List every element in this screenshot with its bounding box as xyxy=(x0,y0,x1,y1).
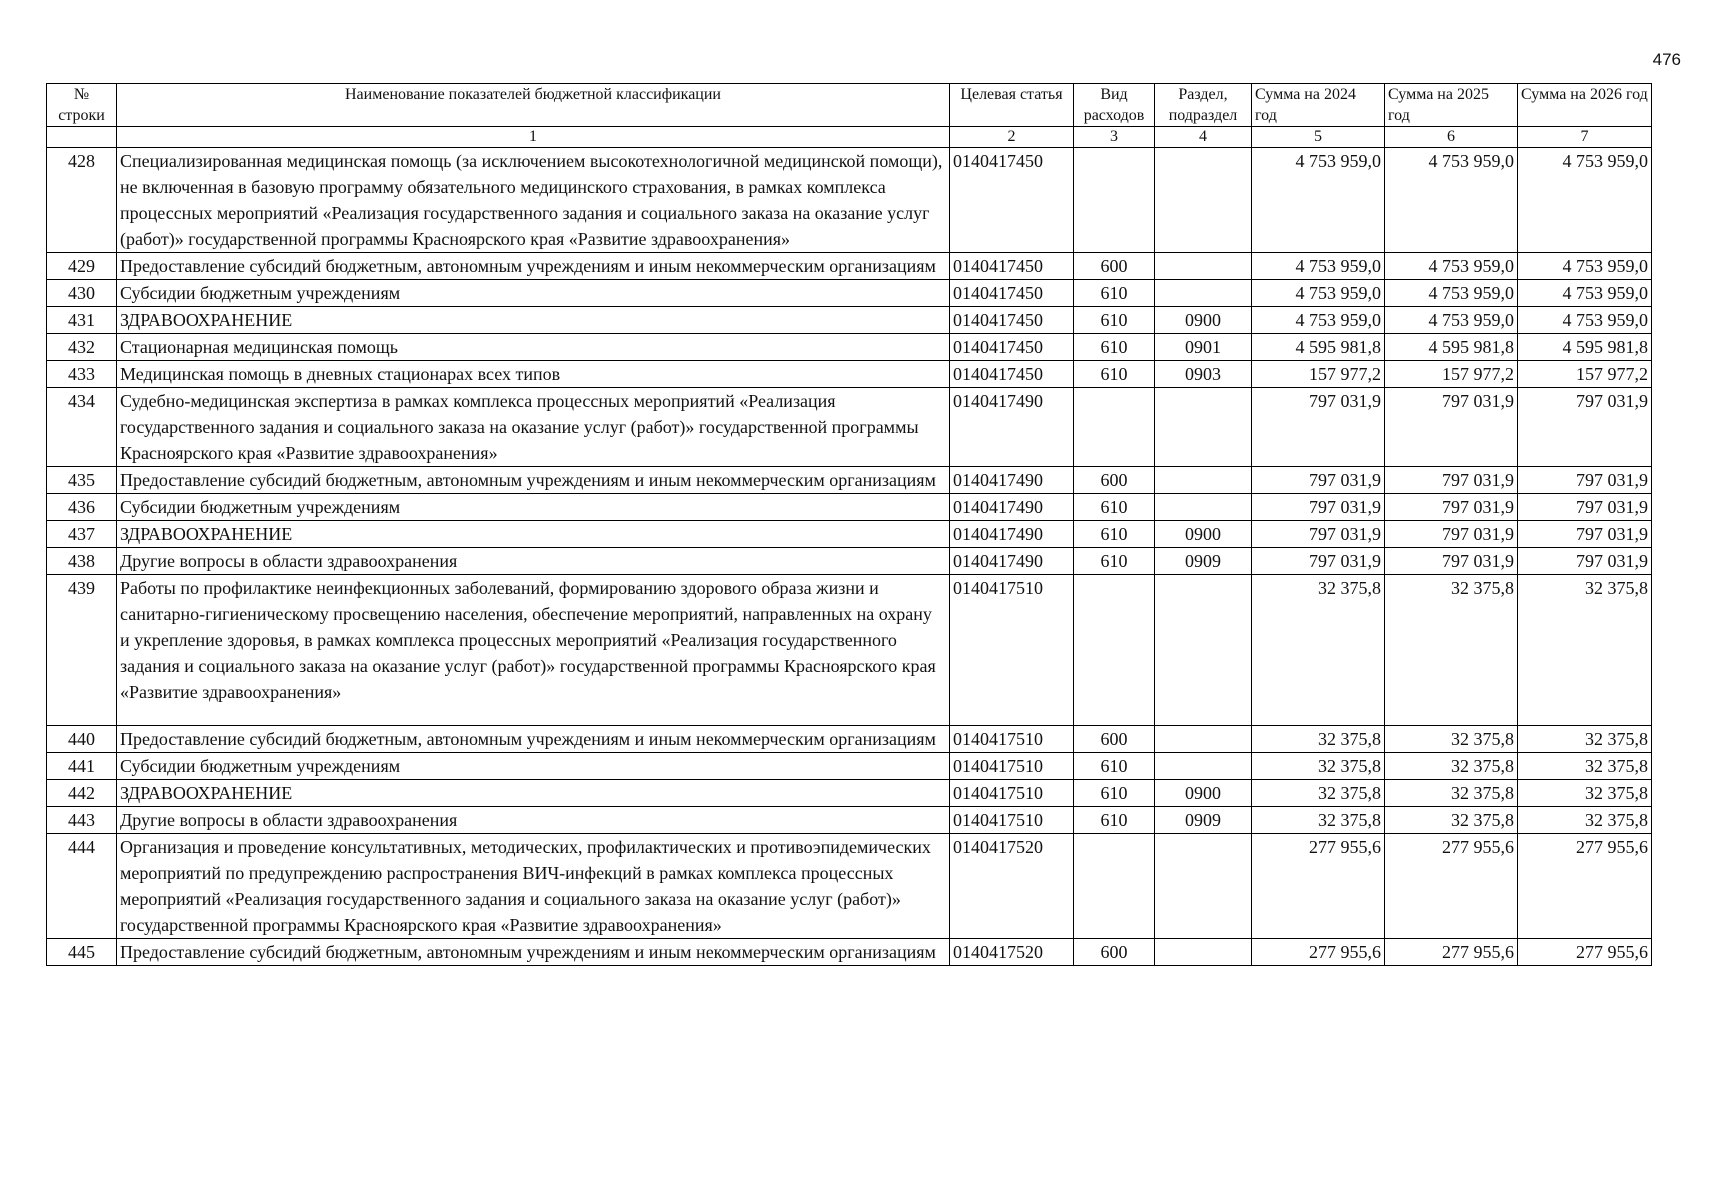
row-sum-2025: 797 031,9 xyxy=(1385,467,1518,494)
column-number: 7 xyxy=(1518,127,1652,148)
table-row xyxy=(47,388,1652,467)
row-expense-type: 610 xyxy=(1074,521,1155,548)
row-target: 0140417450 xyxy=(950,280,1074,307)
row-section xyxy=(1155,726,1252,753)
row-expense-type: 610 xyxy=(1074,780,1155,807)
row-sum-2026: 32 375,8 xyxy=(1518,575,1652,726)
row-expense-type xyxy=(1074,148,1155,253)
column-number: 3 xyxy=(1074,127,1155,148)
row-target: 0140417490 xyxy=(950,467,1074,494)
row-name: Другие вопросы в области здравоохранения xyxy=(117,548,950,575)
row-target: 0140417490 xyxy=(950,548,1074,575)
column-number-row xyxy=(47,127,1652,148)
row-expense-type: 600 xyxy=(1074,467,1155,494)
row-sum-2025: 797 031,9 xyxy=(1385,548,1518,575)
row-target: 0140417450 xyxy=(950,334,1074,361)
row-number: 436 xyxy=(47,494,117,521)
row-name: Судебно-медицинская экспертиза в рамках комплекса процессных мероприятий «Реализация государственного задания и социального заказа на оказание услуг (работ)» государственной программы Красноярского края «Развитие здравоохранения» xyxy=(117,388,950,467)
row-name: ЗДРАВООХРАНЕНИЕ xyxy=(117,780,950,807)
row-target: 0140417510 xyxy=(950,726,1074,753)
row-sum-2024: 797 031,9 xyxy=(1252,521,1385,548)
row-name: Предоставление субсидий бюджетным, автономным учреждениям и иным некоммерческим организациям xyxy=(117,467,950,494)
column-number: 1 xyxy=(117,127,950,148)
table-row xyxy=(47,280,1652,307)
row-name: Субсидии бюджетным учреждениям xyxy=(117,494,950,521)
row-sum-2026: 32 375,8 xyxy=(1518,807,1652,834)
row-sum-2024: 797 031,9 xyxy=(1252,548,1385,575)
row-sum-2026: 797 031,9 xyxy=(1518,521,1652,548)
row-target: 0140417510 xyxy=(950,753,1074,780)
row-sum-2026: 4 753 959,0 xyxy=(1518,307,1652,334)
row-sum-2024: 4 753 959,0 xyxy=(1252,253,1385,280)
row-number: 442 xyxy=(47,780,117,807)
row-section: 0901 xyxy=(1155,334,1252,361)
row-sum-2026: 4 753 959,0 xyxy=(1518,148,1652,253)
column-number: 2 xyxy=(950,127,1074,148)
row-sum-2025: 157 977,2 xyxy=(1385,361,1518,388)
row-number: 430 xyxy=(47,280,117,307)
row-name: ЗДРАВООХРАНЕНИЕ xyxy=(117,307,950,334)
row-sum-2025: 32 375,8 xyxy=(1385,780,1518,807)
column-number-blank xyxy=(47,127,117,148)
row-expense-type: 610 xyxy=(1074,807,1155,834)
row-sum-2026: 4 753 959,0 xyxy=(1518,253,1652,280)
table-row xyxy=(47,780,1652,807)
row-expense-type xyxy=(1074,575,1155,726)
table-row xyxy=(47,753,1652,780)
row-section xyxy=(1155,494,1252,521)
header-row-no: № строки xyxy=(47,84,117,127)
row-name: Специализированная медицинская помощь (за исключением высокотехнологичной медицинской помощи), не включенная в базовую программу обязательного медицинского страхования, в рамках комплекса процессных мероприятий «Реализация государственного задания и социального заказа на оказание услуг (работ)» государственной программы Красноярского края «Развитие здравоохранения» xyxy=(117,148,950,253)
row-sum-2025: 4 753 959,0 xyxy=(1385,307,1518,334)
row-sum-2026: 277 955,6 xyxy=(1518,834,1652,939)
header-target: Целевая статья xyxy=(950,84,1074,127)
row-sum-2025: 32 375,8 xyxy=(1385,575,1518,726)
table-row xyxy=(47,521,1652,548)
row-sum-2024: 277 955,6 xyxy=(1252,939,1385,966)
row-expense-type xyxy=(1074,388,1155,467)
row-section xyxy=(1155,753,1252,780)
row-name: Предоставление субсидий бюджетным, автономным учреждениям и иным некоммерческим организациям xyxy=(117,726,950,753)
header-section: Раздел, подраздел xyxy=(1155,84,1252,127)
row-number: 432 xyxy=(47,334,117,361)
row-name: Работы по профилактике неинфекционных заболеваний, формированию здорового образа жизни и санитарно-гигиеническому просвещению населения, обеспечение мероприятий, направленных на охрану и укрепление здоровья, в рамках комплекса процессных мероприятий «Реализация государственного задания и социального заказа на оказание услуг (работ)» государственной программы Красноярского края «Развитие здравоохранения» xyxy=(117,575,950,726)
row-target: 0140417510 xyxy=(950,575,1074,726)
row-name: Предоставление субсидий бюджетным, автономным учреждениям и иным некоммерческим организациям xyxy=(117,939,950,966)
row-sum-2025: 4 753 959,0 xyxy=(1385,253,1518,280)
row-sum-2026: 32 375,8 xyxy=(1518,726,1652,753)
row-name: Предоставление субсидий бюджетным, автономным учреждениям и иным некоммерческим организациям xyxy=(117,253,950,280)
row-target: 0140417450 xyxy=(950,253,1074,280)
row-sum-2024: 32 375,8 xyxy=(1252,753,1385,780)
row-section: 0909 xyxy=(1155,548,1252,575)
row-number: 435 xyxy=(47,467,117,494)
header-row xyxy=(47,84,1652,127)
row-expense-type: 610 xyxy=(1074,361,1155,388)
row-sum-2026: 797 031,9 xyxy=(1518,548,1652,575)
row-section xyxy=(1155,388,1252,467)
page-number: 476 xyxy=(1652,50,1681,69)
row-sum-2025: 797 031,9 xyxy=(1385,388,1518,467)
table-row xyxy=(47,148,1652,253)
row-sum-2024: 4 595 981,8 xyxy=(1252,334,1385,361)
row-sum-2024: 4 753 959,0 xyxy=(1252,280,1385,307)
row-number: 433 xyxy=(47,361,117,388)
table-row xyxy=(47,361,1652,388)
row-section: 0909 xyxy=(1155,807,1252,834)
table-row xyxy=(47,575,1652,726)
row-expense-type: 600 xyxy=(1074,253,1155,280)
row-name: Медицинская помощь в дневных стационарах всех типов xyxy=(117,361,950,388)
row-number: 428 xyxy=(47,148,117,253)
table-row xyxy=(47,807,1652,834)
table-row xyxy=(47,253,1652,280)
row-section: 0900 xyxy=(1155,780,1252,807)
row-name: Субсидии бюджетным учреждениям xyxy=(117,280,950,307)
row-sum-2025: 4 753 959,0 xyxy=(1385,280,1518,307)
row-number: 445 xyxy=(47,939,117,966)
row-sum-2024: 277 955,6 xyxy=(1252,834,1385,939)
header-expense-type: Вид расходов xyxy=(1074,84,1155,127)
column-number: 5 xyxy=(1252,127,1385,148)
row-section: 0903 xyxy=(1155,361,1252,388)
row-sum-2025: 797 031,9 xyxy=(1385,521,1518,548)
row-expense-type: 600 xyxy=(1074,939,1155,966)
header-sum-2024: Сумма на 2024 год xyxy=(1252,84,1385,127)
row-sum-2025: 32 375,8 xyxy=(1385,807,1518,834)
row-section: 0900 xyxy=(1155,521,1252,548)
row-sum-2026: 32 375,8 xyxy=(1518,780,1652,807)
row-section xyxy=(1155,280,1252,307)
row-target: 0140417450 xyxy=(950,361,1074,388)
row-expense-type: 610 xyxy=(1074,753,1155,780)
row-sum-2025: 277 955,6 xyxy=(1385,834,1518,939)
row-number: 431 xyxy=(47,307,117,334)
row-section xyxy=(1155,253,1252,280)
table-row xyxy=(47,467,1652,494)
row-sum-2024: 4 753 959,0 xyxy=(1252,307,1385,334)
header-name: Наименование показателей бюджетной классификации xyxy=(117,84,950,127)
budget-table xyxy=(46,83,1652,966)
row-name: Организация и проведение консультативных, методических, профилактических и противоэпидемических мероприятий по предупреждению распространения ВИЧ-инфекций в рамках комплекса процессных мероприятий «Реализация государственного задания и социального заказа на оказание услуг (работ)» государственной программы Красноярского края «Развитие здравоохранения» xyxy=(117,834,950,939)
row-section xyxy=(1155,939,1252,966)
row-sum-2024: 4 753 959,0 xyxy=(1252,148,1385,253)
row-sum-2025: 4 595 981,8 xyxy=(1385,334,1518,361)
header-sum-2026: Сумма на 2026 год xyxy=(1518,84,1652,127)
table-row xyxy=(47,334,1652,361)
row-sum-2025: 277 955,6 xyxy=(1385,939,1518,966)
row-target: 0140417520 xyxy=(950,834,1074,939)
row-sum-2026: 277 955,6 xyxy=(1518,939,1652,966)
table-row xyxy=(47,834,1652,939)
table-row xyxy=(47,726,1652,753)
row-target: 0140417520 xyxy=(950,939,1074,966)
row-sum-2024: 797 031,9 xyxy=(1252,388,1385,467)
row-name: Другие вопросы в области здравоохранения xyxy=(117,807,950,834)
row-number: 444 xyxy=(47,834,117,939)
row-number: 434 xyxy=(47,388,117,467)
row-sum-2026: 797 031,9 xyxy=(1518,494,1652,521)
header-sum-2025: Сумма на 2025 год xyxy=(1385,84,1518,127)
row-sum-2024: 32 375,8 xyxy=(1252,780,1385,807)
table-row xyxy=(47,307,1652,334)
row-number: 438 xyxy=(47,548,117,575)
row-expense-type: 610 xyxy=(1074,548,1155,575)
row-section xyxy=(1155,148,1252,253)
row-sum-2025: 32 375,8 xyxy=(1385,753,1518,780)
row-target: 0140417490 xyxy=(950,494,1074,521)
row-sum-2026: 4 753 959,0 xyxy=(1518,280,1652,307)
row-expense-type: 610 xyxy=(1074,280,1155,307)
row-sum-2024: 32 375,8 xyxy=(1252,575,1385,726)
row-name: ЗДРАВООХРАНЕНИЕ xyxy=(117,521,950,548)
row-expense-type: 600 xyxy=(1074,726,1155,753)
row-target: 0140417450 xyxy=(950,148,1074,253)
row-number: 443 xyxy=(47,807,117,834)
row-sum-2026: 32 375,8 xyxy=(1518,753,1652,780)
row-sum-2024: 797 031,9 xyxy=(1252,494,1385,521)
row-target: 0140417510 xyxy=(950,807,1074,834)
row-target: 0140417450 xyxy=(950,307,1074,334)
row-sum-2026: 4 595 981,8 xyxy=(1518,334,1652,361)
row-number: 440 xyxy=(47,726,117,753)
row-sum-2026: 797 031,9 xyxy=(1518,467,1652,494)
row-expense-type: 610 xyxy=(1074,494,1155,521)
row-number: 441 xyxy=(47,753,117,780)
row-sum-2024: 32 375,8 xyxy=(1252,807,1385,834)
table-row xyxy=(47,939,1652,966)
row-sum-2025: 4 753 959,0 xyxy=(1385,148,1518,253)
row-sum-2025: 797 031,9 xyxy=(1385,494,1518,521)
row-section xyxy=(1155,467,1252,494)
row-expense-type xyxy=(1074,834,1155,939)
row-name: Субсидии бюджетным учреждениям xyxy=(117,753,950,780)
column-number: 4 xyxy=(1155,127,1252,148)
row-sum-2025: 32 375,8 xyxy=(1385,726,1518,753)
row-number: 429 xyxy=(47,253,117,280)
row-expense-type: 610 xyxy=(1074,307,1155,334)
row-section xyxy=(1155,834,1252,939)
row-expense-type: 610 xyxy=(1074,334,1155,361)
row-sum-2024: 32 375,8 xyxy=(1252,726,1385,753)
row-sum-2026: 797 031,9 xyxy=(1518,388,1652,467)
row-sum-2026: 157 977,2 xyxy=(1518,361,1652,388)
row-target: 0140417490 xyxy=(950,521,1074,548)
row-section: 0900 xyxy=(1155,307,1252,334)
row-sum-2024: 797 031,9 xyxy=(1252,467,1385,494)
row-number: 439 xyxy=(47,575,117,726)
row-number: 437 xyxy=(47,521,117,548)
row-name: Стационарная медицинская помощь xyxy=(117,334,950,361)
row-sum-2024: 157 977,2 xyxy=(1252,361,1385,388)
row-target: 0140417490 xyxy=(950,388,1074,467)
row-target: 0140417510 xyxy=(950,780,1074,807)
row-section xyxy=(1155,575,1252,726)
table-row xyxy=(47,548,1652,575)
table-row xyxy=(47,494,1652,521)
column-number: 6 xyxy=(1385,127,1518,148)
